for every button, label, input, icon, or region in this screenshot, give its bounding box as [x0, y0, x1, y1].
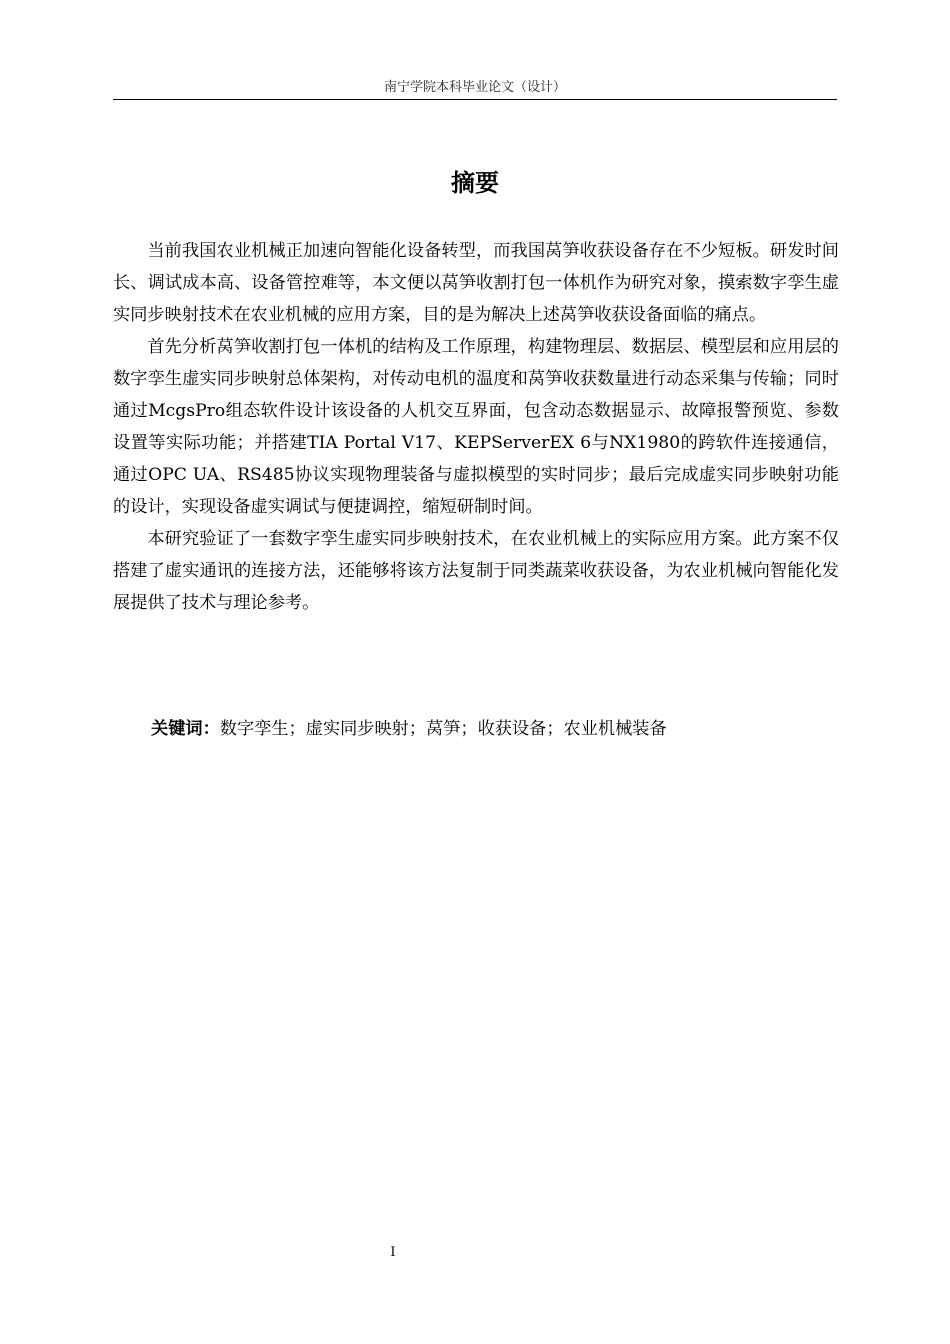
- abstract-paragraph-1: 当前我国农业机械正加速向智能化设备转型，而我国莴笋收获设备存在不少短板。研发时间长、调试成本高、设备管控难等，本文便以莴笋收割打包一体机作为研究对象，摸索数字孪生虚实同步映射技术在农业机械的应用方案，目的是为解决上述莴笋收获设备面临的痛点。: [113, 241, 839, 325]
- abstract-body: [113, 235, 839, 619]
- page-number: I: [390, 1245, 396, 1260]
- keywords-label: 关键词：: [151, 719, 220, 739]
- header-divider: [113, 99, 837, 100]
- abstract-title: 摘要: [451, 169, 499, 197]
- keywords-value: 数字孪生；虚实同步映射；莴笋；收获设备；农业机械装备: [219, 719, 667, 739]
- running-header: 南宁学院本科毕业论文（设计）: [383, 80, 566, 95]
- abstract-paragraph-3: 本研究验证了一套数字孪生虚实同步映射技术，在农业机械上的实际应用方案。此方案不仅搭建了虚实通讯的连接方法，还能够将该方法复制于同类蔬菜收获设备，为农业机械向智能化发展提供了技术与理论参考。: [113, 529, 839, 613]
- keywords-line: [151, 714, 841, 744]
- abstract-paragraph-2: 首先分析莴笋收割打包一体机的结构及工作原理，构建物理层、数据层、模型层和应用层的数字孪生虚实同步映射总体架构，对传动电机的温度和莴笋收获数量进行动态采集与传输；同时通过McgsPro组态软件设计该设备的人机交互界面，包含动态数据显示、故障报警预览、参数设置等实际功能；并搭建TIA Portal V17、KEPServerEX 6与NX1980的跨软件连接通信，通过OPC UA、RS485协议实现物理装备与虚拟模型的实时同步；最后完成虚实同步映射功能的设计，实现设备虚实调试与便捷调控，缩短研制时间。: [113, 337, 839, 517]
